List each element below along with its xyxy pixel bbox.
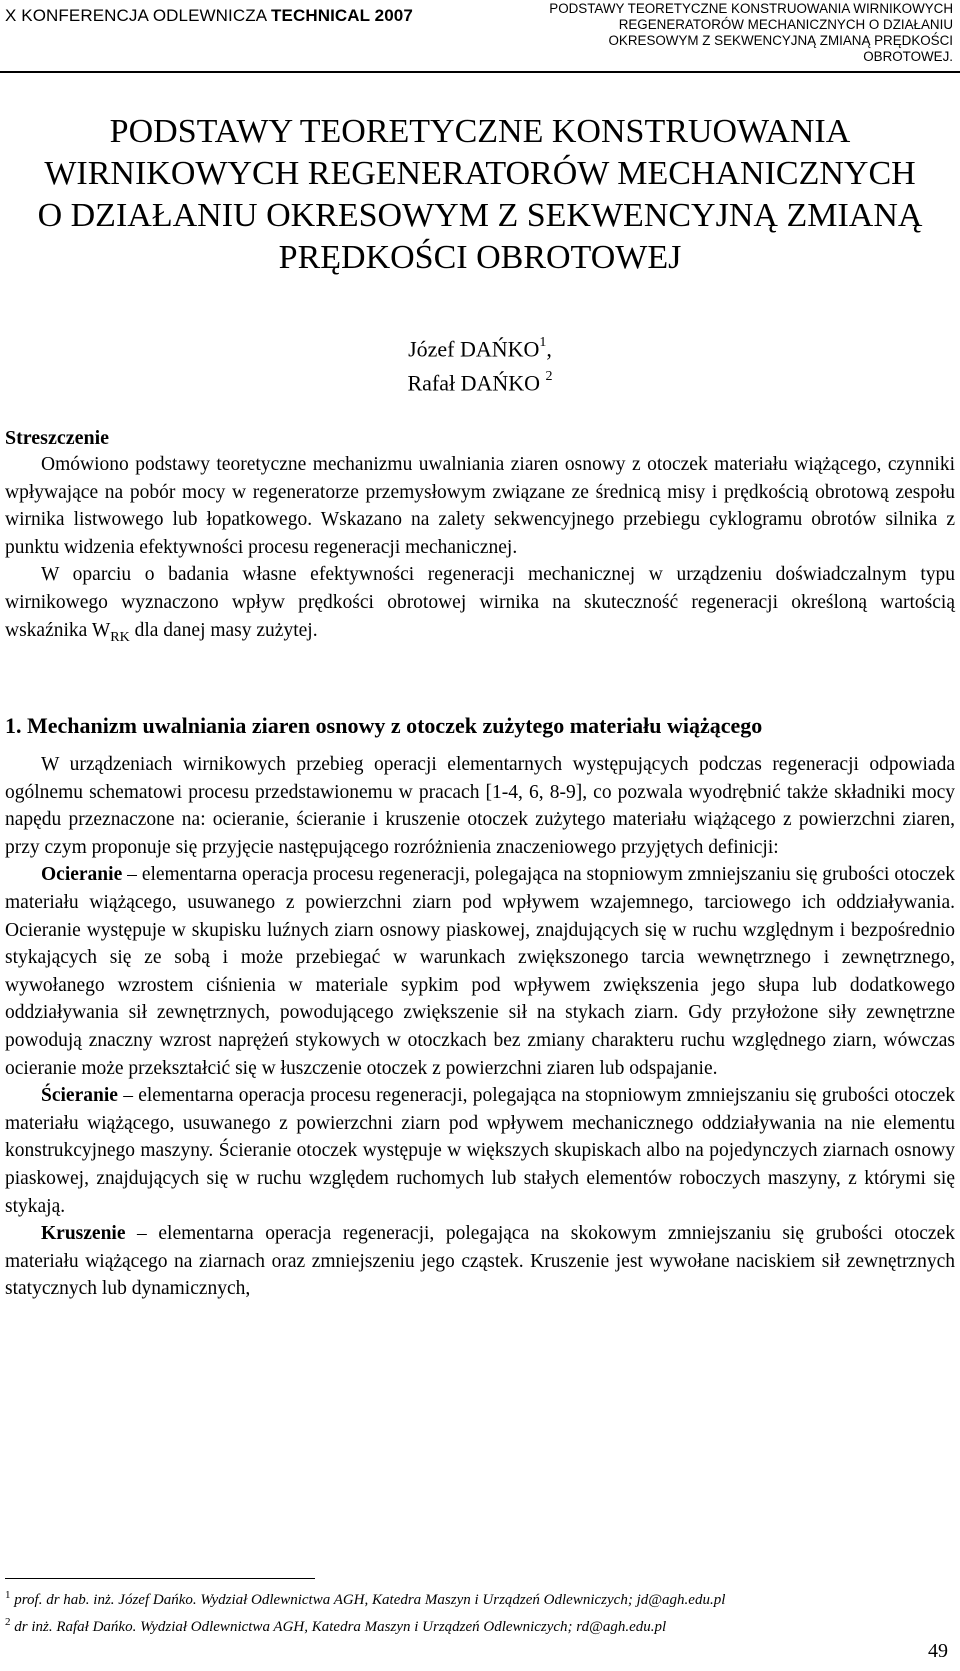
footnote-2 <box>5 1611 955 1638</box>
running-header <box>0 0 960 73</box>
footnote-text: prof. dr hab. inż. Józef Dańko. Wydział Odlewnictwa AGH, Katedra Maszyn i Urządzeń Odlewniczych; jd@agh.edu.pl <box>10 1592 726 1608</box>
author-list <box>0 330 960 399</box>
definition-text: – elementarna operacja procesu regeneracji, polegająca na stopniowym zmniejszaniu się grubości otoczek materiału wiążącego, usuwanego z powierzchni ziarn pod wpływem wzajemnego, tarciowego ich oddziaływania. Ocieranie występuje w skupisku luźnych ziarn osnowy piaskowej, znajdujących się w ruchu względnym i bezpośrednio stykających się ze sobą i może przebiegać w warunkach zwiększonego tarcia wewnętrznego i zewnętrznego, wywołanego wzrostem ciśnienia w materiale sypkim pod wpływem zwiększenia jego słupa lub dodatkowego oddziaływania sił zewnętrznych, powodującego zwiększenie sił na stykach ziarn. Gdy przyłożone siły zewnętrzne powodują znaczny wzrost naprężeń stykowych w otoczkach bez zmiany charakteru ruchu względnego ziarn, wówczas ocieranie może przekształcić się w łuszczenie otoczek z powierzchni ziaren lub odspajanie. <box>5 864 955 1079</box>
footnote-separator <box>5 1578 315 1579</box>
abstract-paragraph-1: Omówiono podstawy teoretyczne mechanizmu uwalniania ziaren osnowy z otoczek materiału wiążącego, czynniki wpływające na pobór mocy w regeneratorze przemysłowym związane ze średnicą misy i prędkością obrotową zespołu wirnika listwowego lub łopatkowego. Wskazano na zalety sekwencyjnego przebiegu cyklogramu obrotów silnika z punktu widzenia efektywności procesu regeneracji mechanicznej. <box>5 454 955 558</box>
abstract-body <box>5 425 955 651</box>
section-1-heading: 1. Mechanizm uwalniania ziaren osnowy z otoczek zużytego materiału wiążącego <box>5 713 763 738</box>
abstract-heading-spacer <box>5 425 955 451</box>
author-affiliation-mark: 1 <box>539 335 547 350</box>
footnote-text: dr inż. Rafał Dańko. Wydział Odlewnictwa AGH, Katedra Maszyn i Urządzeń Odlewniczych; rd@agh.edu.pl <box>10 1619 667 1635</box>
author-name: Józef DAŃKO <box>408 336 540 362</box>
footnote-1 <box>5 1584 955 1611</box>
definition-term: Kruszenie <box>41 1223 126 1245</box>
paper-title: PODSTAWY TEORETYCZNE KONSTRUOWANIA WIRNIKOWYCH REGENERATORÓW MECHANICZNYCH O DZIAŁANIU OKRESOWYM Z SEKWENCYJNĄ ZMIANĄ PRĘDKOŚCI OBROTOWEJ <box>37 113 923 276</box>
definition-text: – elementarna operacja regeneracji, polegająca na skokowym zmniejszaniu się grubości otoczek materiału wiążącego na ziarnach oraz zmniejszeniu jego cząstek. Kruszenie jest wywołane naciskiem sił zewnętrznych statycznych lub dynamicznych, <box>5 1223 955 1300</box>
abstract-p2-text: W oparciu o badania własne efektywności regeneracji mechanicznej w urządzeniu doświadczalnym typu wirnikowego wyznaczono wpływ prędkości obrotowej wirnika na skuteczność regeneracji określoną wartością wskaźnika W <box>5 564 955 641</box>
author-1 <box>0 330 960 364</box>
conference-label <box>5 6 413 26</box>
definition-term: Ocieranie <box>41 864 123 886</box>
conference-name: TECHNICAL 2007 <box>271 6 413 25</box>
conference-prefix: X KONFERENCJA ODLEWNICZA <box>5 6 267 25</box>
author-affiliation-mark: 2 <box>545 369 553 385</box>
definition-text: – elementarna operacja procesu regeneracji, polegająca na stopniowym zmniejszaniu się grubości otoczek materiału wiążącego, usuwanego z powierzchni ziarn pod wpływem mechanicznego oddziaływania na nie elementu konstrukcyjnego maszyny. Ścieranie otoczek występuje w większych skupiskach albo na pojedynczych ziarnach osnowy piaskowej, znajdujących się w ruchu względem ruchomych lub stałych elementów roboczych maszyny, z którymi się stykają. <box>5 1085 955 1217</box>
author-2 <box>0 364 960 398</box>
abstract-p2-tail: dla danej masy zużytej. <box>129 619 318 641</box>
definition-scieranie <box>5 1082 955 1220</box>
author-separator: , <box>546 336 552 362</box>
section-1-intro: W urządzeniach wirnikowych przebieg operacji elementarnych występujących podczas regeneracji odpowiada ogólnemu schematowi procesu przedstawionemu w pracach [1-4, 6, 8-9], co pozwala wyodrębnić także składniki mocy napędu przeznaczone na: ocieranie, ścieranie i kruszenie otoczek zużytego materiału wiążącego z powierzchni ziaren, przy czym proponuje się przyjęcie następującego rozróżnienia znaczeniowego przyjętych definicji: <box>5 754 955 858</box>
footnotes <box>5 1584 955 1638</box>
definition-ocieranie <box>5 861 955 1082</box>
index-subscript: RK <box>110 629 130 645</box>
definition-term: Ścieranie <box>41 1085 118 1107</box>
footnote-mark: 2 <box>5 1616 11 1628</box>
definition-kruszenie <box>5 1220 955 1303</box>
section-1-body <box>5 751 955 1303</box>
running-title: PODSTAWY TEORETYCZNE KONSTRUOWANIA WIRNIKOWYCH REGENERATORÓW MECHANICZNYCH O DZIAŁANIU OKRESOWYM Z SEKWENCYJNĄ ZMIANĄ PRĘDKOŚCI OBROTOWEJ. <box>549 1 953 64</box>
author-name: Rafał DAŃKO <box>407 370 546 396</box>
abstract-heading: Streszczenie <box>5 427 110 449</box>
page-number: 49 <box>928 1640 948 1662</box>
footnote-mark: 1 <box>5 1589 11 1601</box>
abstract-paragraph-2 <box>5 561 955 651</box>
